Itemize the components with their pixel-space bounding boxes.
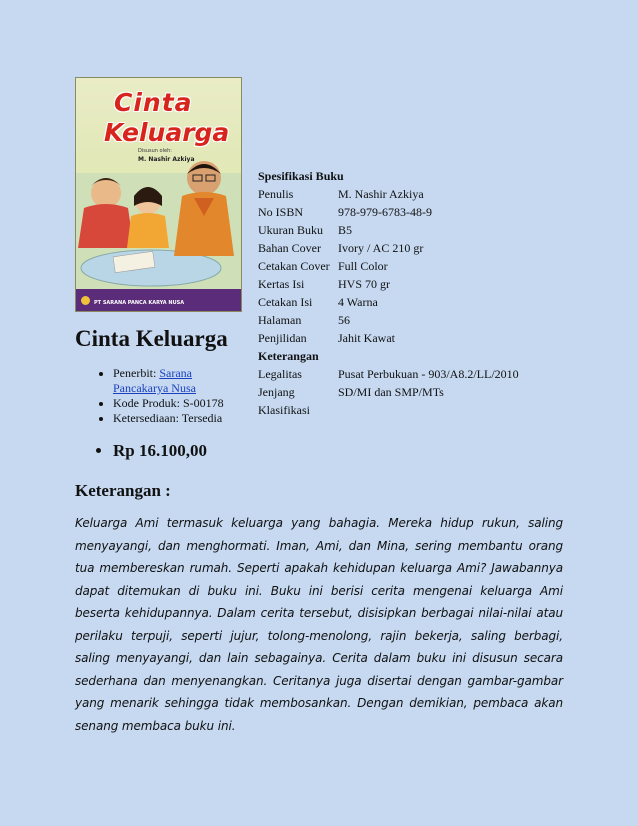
cover-publisher: PT SARANA PANCA KARYA NUSA: [94, 300, 185, 306]
spec-row: Jenjang SD/MI dan SMP/MTs: [258, 385, 444, 399]
description-text: Keluarga Ami termasuk keluarga yang bahagia. Mereka hidup rukun, saling menyayangi, dan menghormati. Iman, Ami, dan Mina, sering membantu orang tua membereskan rumah. Seperti apakah kehidupan keluarga Ami? Jawabannya dapat ditemukan di buku ini. Buku ini berisi cerita mengenai keluarga Ami beserta kehidupannya. Dalam cerita tersebut, disisipkan berbagai nilai-nilai atau perilaku terpuji, seperti jujur, tolong-menolong, rajin bekerja, saling berbagi, saling menyayangi, dan lain sebagainya. Cerita dalam buku ini disusun secara sederhana dan menyenangkan. Ceritanya juga disertai dengan gambar-gambar yang menarik sehingga tidak membosankan. Dengan demikian, pembaca akan senang membaca buku ini.: [75, 516, 563, 733]
product-title: Cinta Keluarga: [75, 326, 228, 351]
spec-row: No ISBN 978-979-6783-48-9: [258, 205, 432, 219]
product-code: • Kode Produk: S-00178: [113, 396, 243, 411]
cover-title-line2: Keluarga: [104, 118, 230, 147]
spec-row: Penulis M. Nashir Azkiya: [258, 187, 424, 201]
publisher-link[interactable]: Sarana Pancakarya Nusa: [113, 366, 196, 395]
spec-row: Kertas Isi HVS 70 gr: [258, 277, 391, 291]
description-title: Keterangan :: [75, 481, 171, 500]
spec-row: Klasifikasi: [258, 403, 310, 417]
spec-row: Legalitas Pusat Perbukuan - 903/A8.2/LL/2010: [258, 367, 519, 381]
product-info-list: [75, 366, 243, 426]
cover-by-label: Disusun oleh:: [138, 148, 172, 154]
spec-heading: Spesifikasi Buku: [258, 169, 344, 183]
spec-table: [258, 167, 519, 419]
cover-author: M. Nashir Azkiya: [138, 156, 195, 163]
spec-row: Ukuran Buku B5: [258, 223, 353, 237]
spec-row: Cetakan Isi 4 Warna: [258, 295, 378, 309]
spec-heading-keterangan: Keterangan: [258, 349, 319, 363]
publisher-label: Penerbit:: [113, 366, 160, 380]
product-price: • Rp 16.100,00: [113, 441, 207, 461]
price-list: [75, 441, 207, 461]
book-cover-image: [75, 77, 242, 312]
publisher-logo-icon: [81, 296, 90, 305]
product-availability: • Ketersediaan: Tersedia: [113, 411, 243, 426]
cover-title-line1: Cinta: [114, 88, 193, 117]
spec-row: Penjilidan Jahit Kawat: [258, 331, 395, 345]
spec-row: Halaman 56: [258, 313, 350, 327]
spec-row: Cetakan Cover Full Color: [258, 259, 388, 273]
spec-row: Bahan Cover Ivory / AC 210 gr: [258, 241, 424, 255]
publisher-item: [113, 366, 243, 396]
